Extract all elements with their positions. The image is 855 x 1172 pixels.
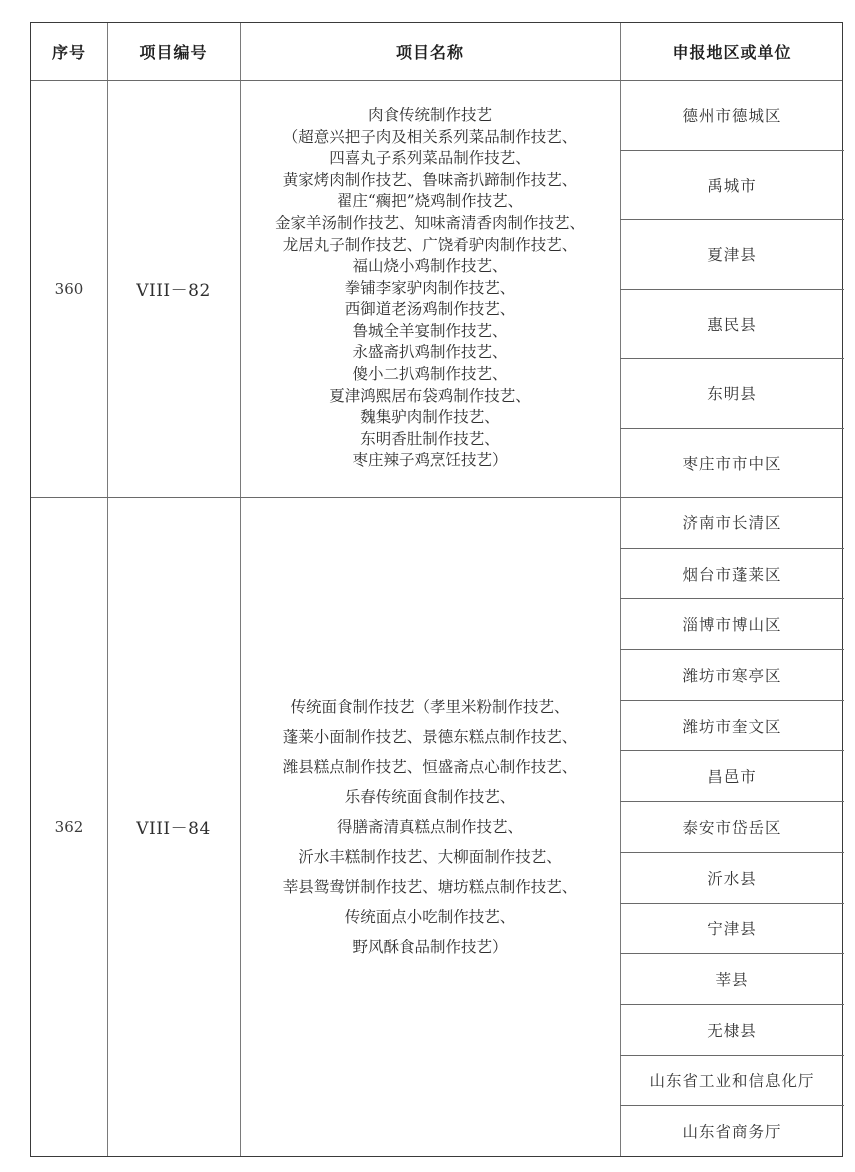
unit-cell: 烟台市蓬莱区 [620, 548, 844, 599]
unit-cell: 山东省工业和信息化厅 [620, 1055, 844, 1106]
project-name-line: 翟庄“瘸把”烧鸡制作技艺、 [336, 192, 524, 211]
row-360-units [620, 80, 844, 497]
project-name-line: 夏津鸿熙居布袋鸡制作技艺、 [329, 386, 531, 405]
project-name-line: 潍县糕点制作技艺、恒盛斋点心制作技艺、 [282, 757, 578, 776]
project-name-line: 传统面点小吃制作技艺、 [344, 907, 516, 926]
project-name-line: （超意兴把子肉及相关系列菜品制作技艺、 [282, 127, 578, 146]
project-name-line: 拳铺李家驴肉制作技艺、 [344, 278, 516, 297]
project-name-line: 沂水丰糕制作技艺、大柳面制作技艺、 [298, 847, 562, 866]
project-name-line: 东明香肚制作技艺、 [360, 429, 500, 448]
row-362-units [620, 497, 844, 1156]
project-name-line: 枣庄辣子鸡烹饪技艺） [352, 451, 508, 470]
unit-cell: 淄博市博山区 [620, 598, 844, 649]
unit-cell: 无棣县 [620, 1004, 844, 1055]
unit-cell: 东明县 [620, 358, 844, 428]
header-code: 项目编号 [139, 43, 208, 62]
header-unit: 申报地区或单位 [672, 43, 792, 62]
unit-cell: 山东省商务厅 [620, 1105, 844, 1156]
unit-cell: 禹城市 [620, 150, 844, 220]
project-name-line: 永盛斋扒鸡制作技艺、 [352, 343, 508, 362]
unit-cell: 夏津县 [620, 219, 844, 289]
unit-cell: 泰安市岱岳区 [620, 801, 844, 852]
row-362-code: VIII－84 [136, 819, 211, 839]
unit-cell: 潍坊市奎文区 [620, 700, 844, 751]
row-362-project-name [240, 497, 620, 1156]
project-name-line: 魏集驴肉制作技艺、 [360, 408, 500, 427]
row-360-code: VIII－82 [136, 281, 211, 301]
project-name-line: 龙居丸子制作技艺、广饶肴驴肉制作技艺、 [282, 235, 578, 254]
project-name-line: 肉食传统制作技艺 [367, 105, 492, 124]
unit-cell: 德州市德城区 [682, 106, 782, 125]
unit-cell: 沂水县 [620, 852, 844, 903]
unit-cell: 昌邑市 [620, 750, 844, 801]
project-name-line: 黄家烤肉制作技艺、鲁味斋扒蹄制作技艺、 [282, 170, 578, 189]
project-name-line: 传统面食制作技艺（孝里米粉制作技艺、 [290, 697, 570, 716]
project-name-line: 野风酥食品制作技艺） [352, 937, 508, 956]
project-name-line: 四喜丸子系列菜品制作技艺、 [329, 149, 531, 168]
unit-cell: 惠民县 [620, 289, 844, 359]
project-name-line: 西御道老汤鸡制作技艺、 [344, 300, 516, 319]
unit-cell: 莘县 [620, 953, 844, 1004]
project-name-line: 福山烧小鸡制作技艺、 [352, 257, 508, 276]
project-name-line: 鲁城全羊宴制作技艺、 [352, 321, 508, 340]
unit-cell: 枣庄市市中区 [620, 428, 844, 498]
row-360-seq: 360 [54, 279, 84, 298]
row-362-seq: 362 [54, 817, 84, 836]
project-name-line: 傻小二扒鸡制作技艺、 [352, 365, 508, 384]
project-name-line: 得膳斋清真糕点制作技艺、 [336, 817, 523, 836]
header-name: 项目名称 [395, 43, 464, 62]
project-name-line: 莘县鸳鸯饼制作技艺、塘坊糕点制作技艺、 [282, 877, 578, 896]
unit-cell: 潍坊市寒亭区 [620, 649, 844, 700]
project-name-line: 金家羊汤制作技艺、知味斋清香肉制作技艺、 [274, 213, 585, 232]
project-name-line: 乐春传统面食制作技艺、 [344, 787, 516, 806]
heritage-project-table [30, 22, 843, 1157]
unit-cell: 宁津县 [620, 903, 844, 954]
unit-cell: 济南市长清区 [682, 514, 782, 533]
project-name-line: 蓬莱小面制作技艺、景德东糕点制作技艺、 [282, 727, 578, 746]
header-seq: 序号 [51, 43, 86, 62]
row-360-project-name [240, 80, 620, 497]
